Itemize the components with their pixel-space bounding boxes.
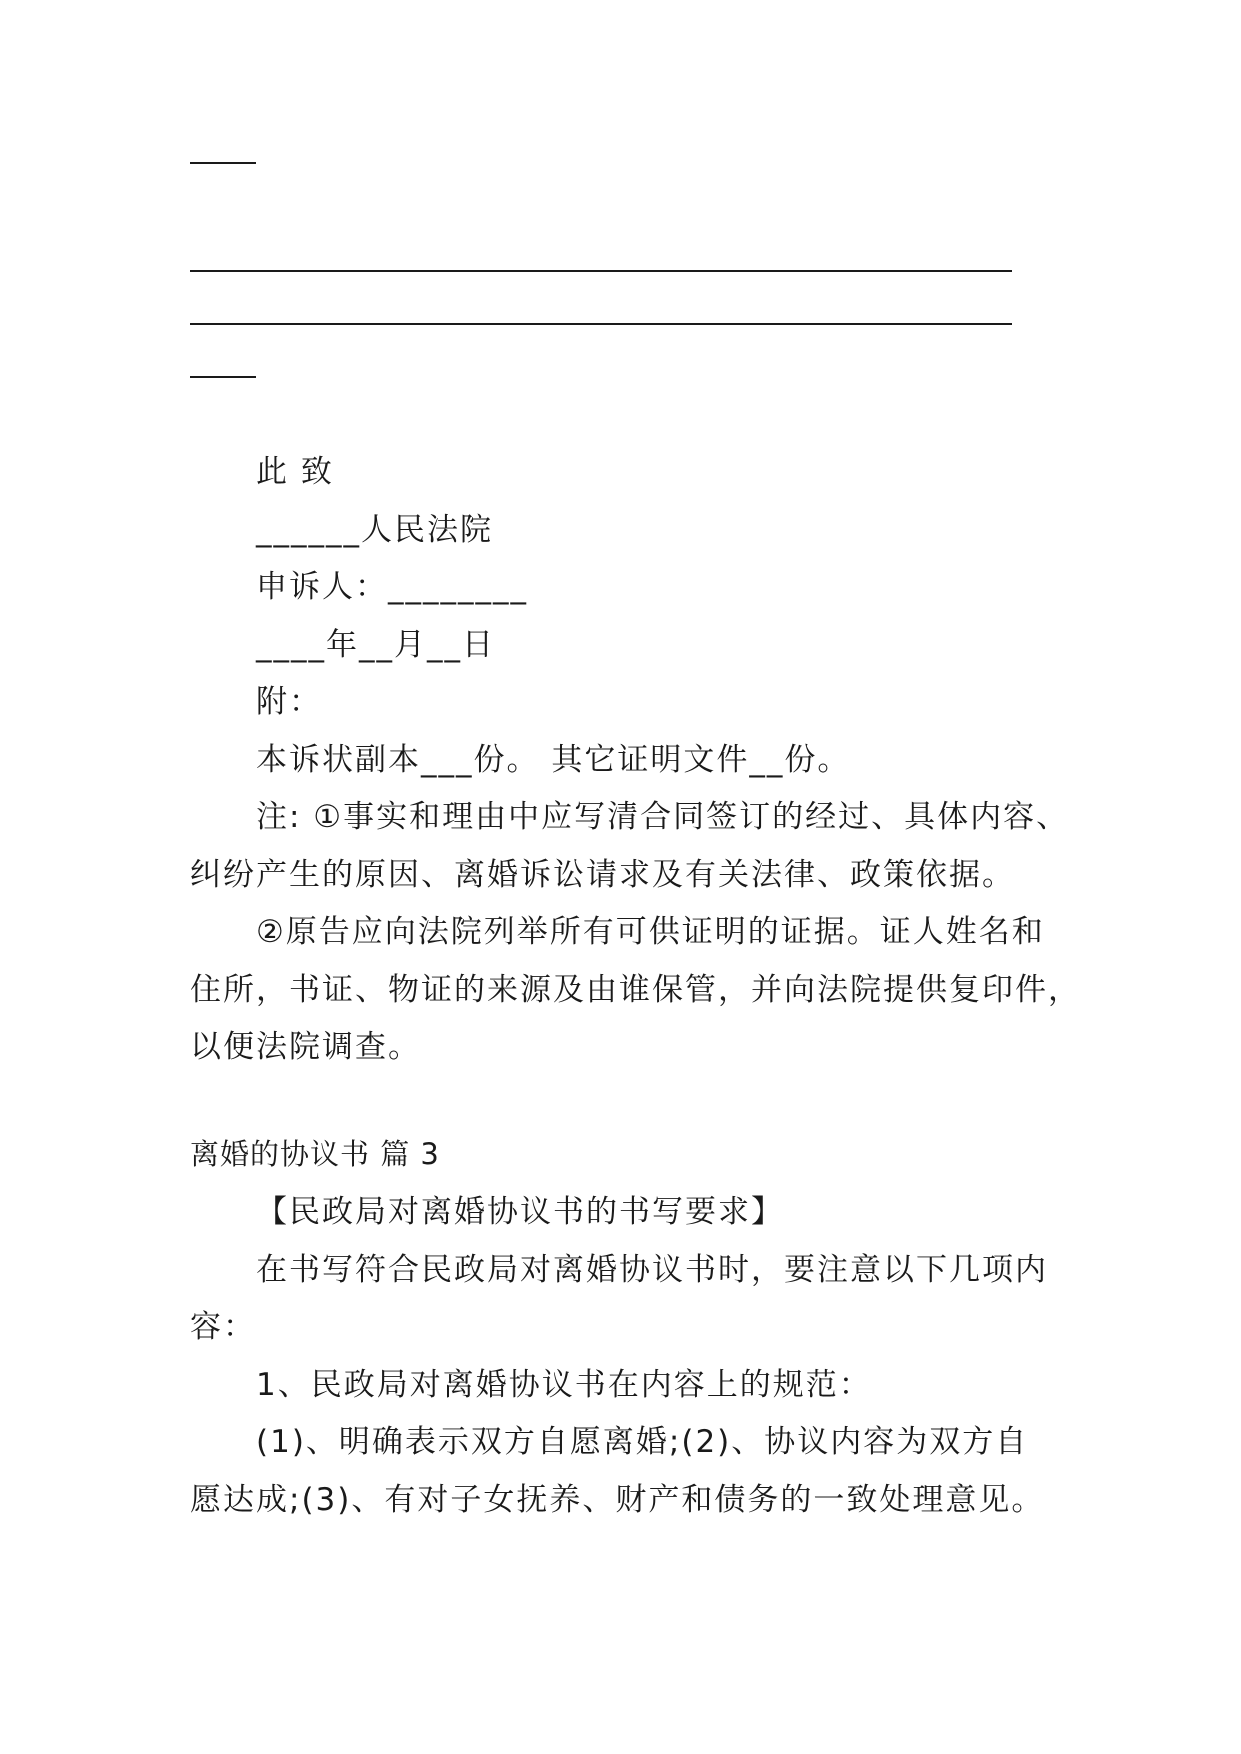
section-subtitle: 【民政局对离婚协议书的书写要求】 — [256, 1194, 784, 1230]
blank-rule-short-bottom — [190, 376, 256, 378]
court-name: ______人民法院 — [256, 512, 493, 548]
para1-line2: 容： — [190, 1309, 256, 1345]
date-line: ____年__月__日 — [256, 627, 495, 663]
blank-rule-short-top — [190, 162, 256, 164]
blank-rule-long-2 — [190, 323, 1012, 325]
item1-detail-line2: 愿达成;(3)、有对子女抚养、财产和债务的一致处理意见。 — [190, 1482, 1045, 1518]
blank-rule-long-1 — [190, 270, 1012, 272]
attachment-items: 本诉状副本___份。 其它证明文件__份。 — [256, 742, 851, 778]
para1-line1: 在书写符合民政局对离婚协议书时，要注意以下几项内 — [256, 1252, 1048, 1288]
note1-line2: 纠纷产生的原因、离婚诉讼请求及有关法律、政策依据。 — [190, 857, 1015, 893]
note2-line1: ②原告应向法院列举所有可供证明的证据。证人姓名和 — [256, 914, 1045, 950]
note2-line2: 住所，书证、物证的来源及由谁保管，并向法院提供复印件， — [190, 972, 1081, 1008]
salutation: 此 致 — [256, 454, 334, 490]
attachment-label: 附： — [256, 684, 322, 720]
note2-line3: 以便法院调查。 — [190, 1029, 421, 1065]
appellant-signature: 申诉人：________ — [256, 569, 528, 605]
item1-heading: 1、民政局对离婚协议书在内容上的规范： — [256, 1367, 872, 1403]
section-title: 离婚的协议书 篇 3 — [190, 1137, 440, 1171]
note1-line1: 注: ①事实和理由中应写清合同签订的经过、具体内容、 — [256, 799, 1070, 835]
item1-detail-line1: (1)、明确表示双方自愿离婚;(2)、协议内容为双方自 — [256, 1424, 1029, 1460]
